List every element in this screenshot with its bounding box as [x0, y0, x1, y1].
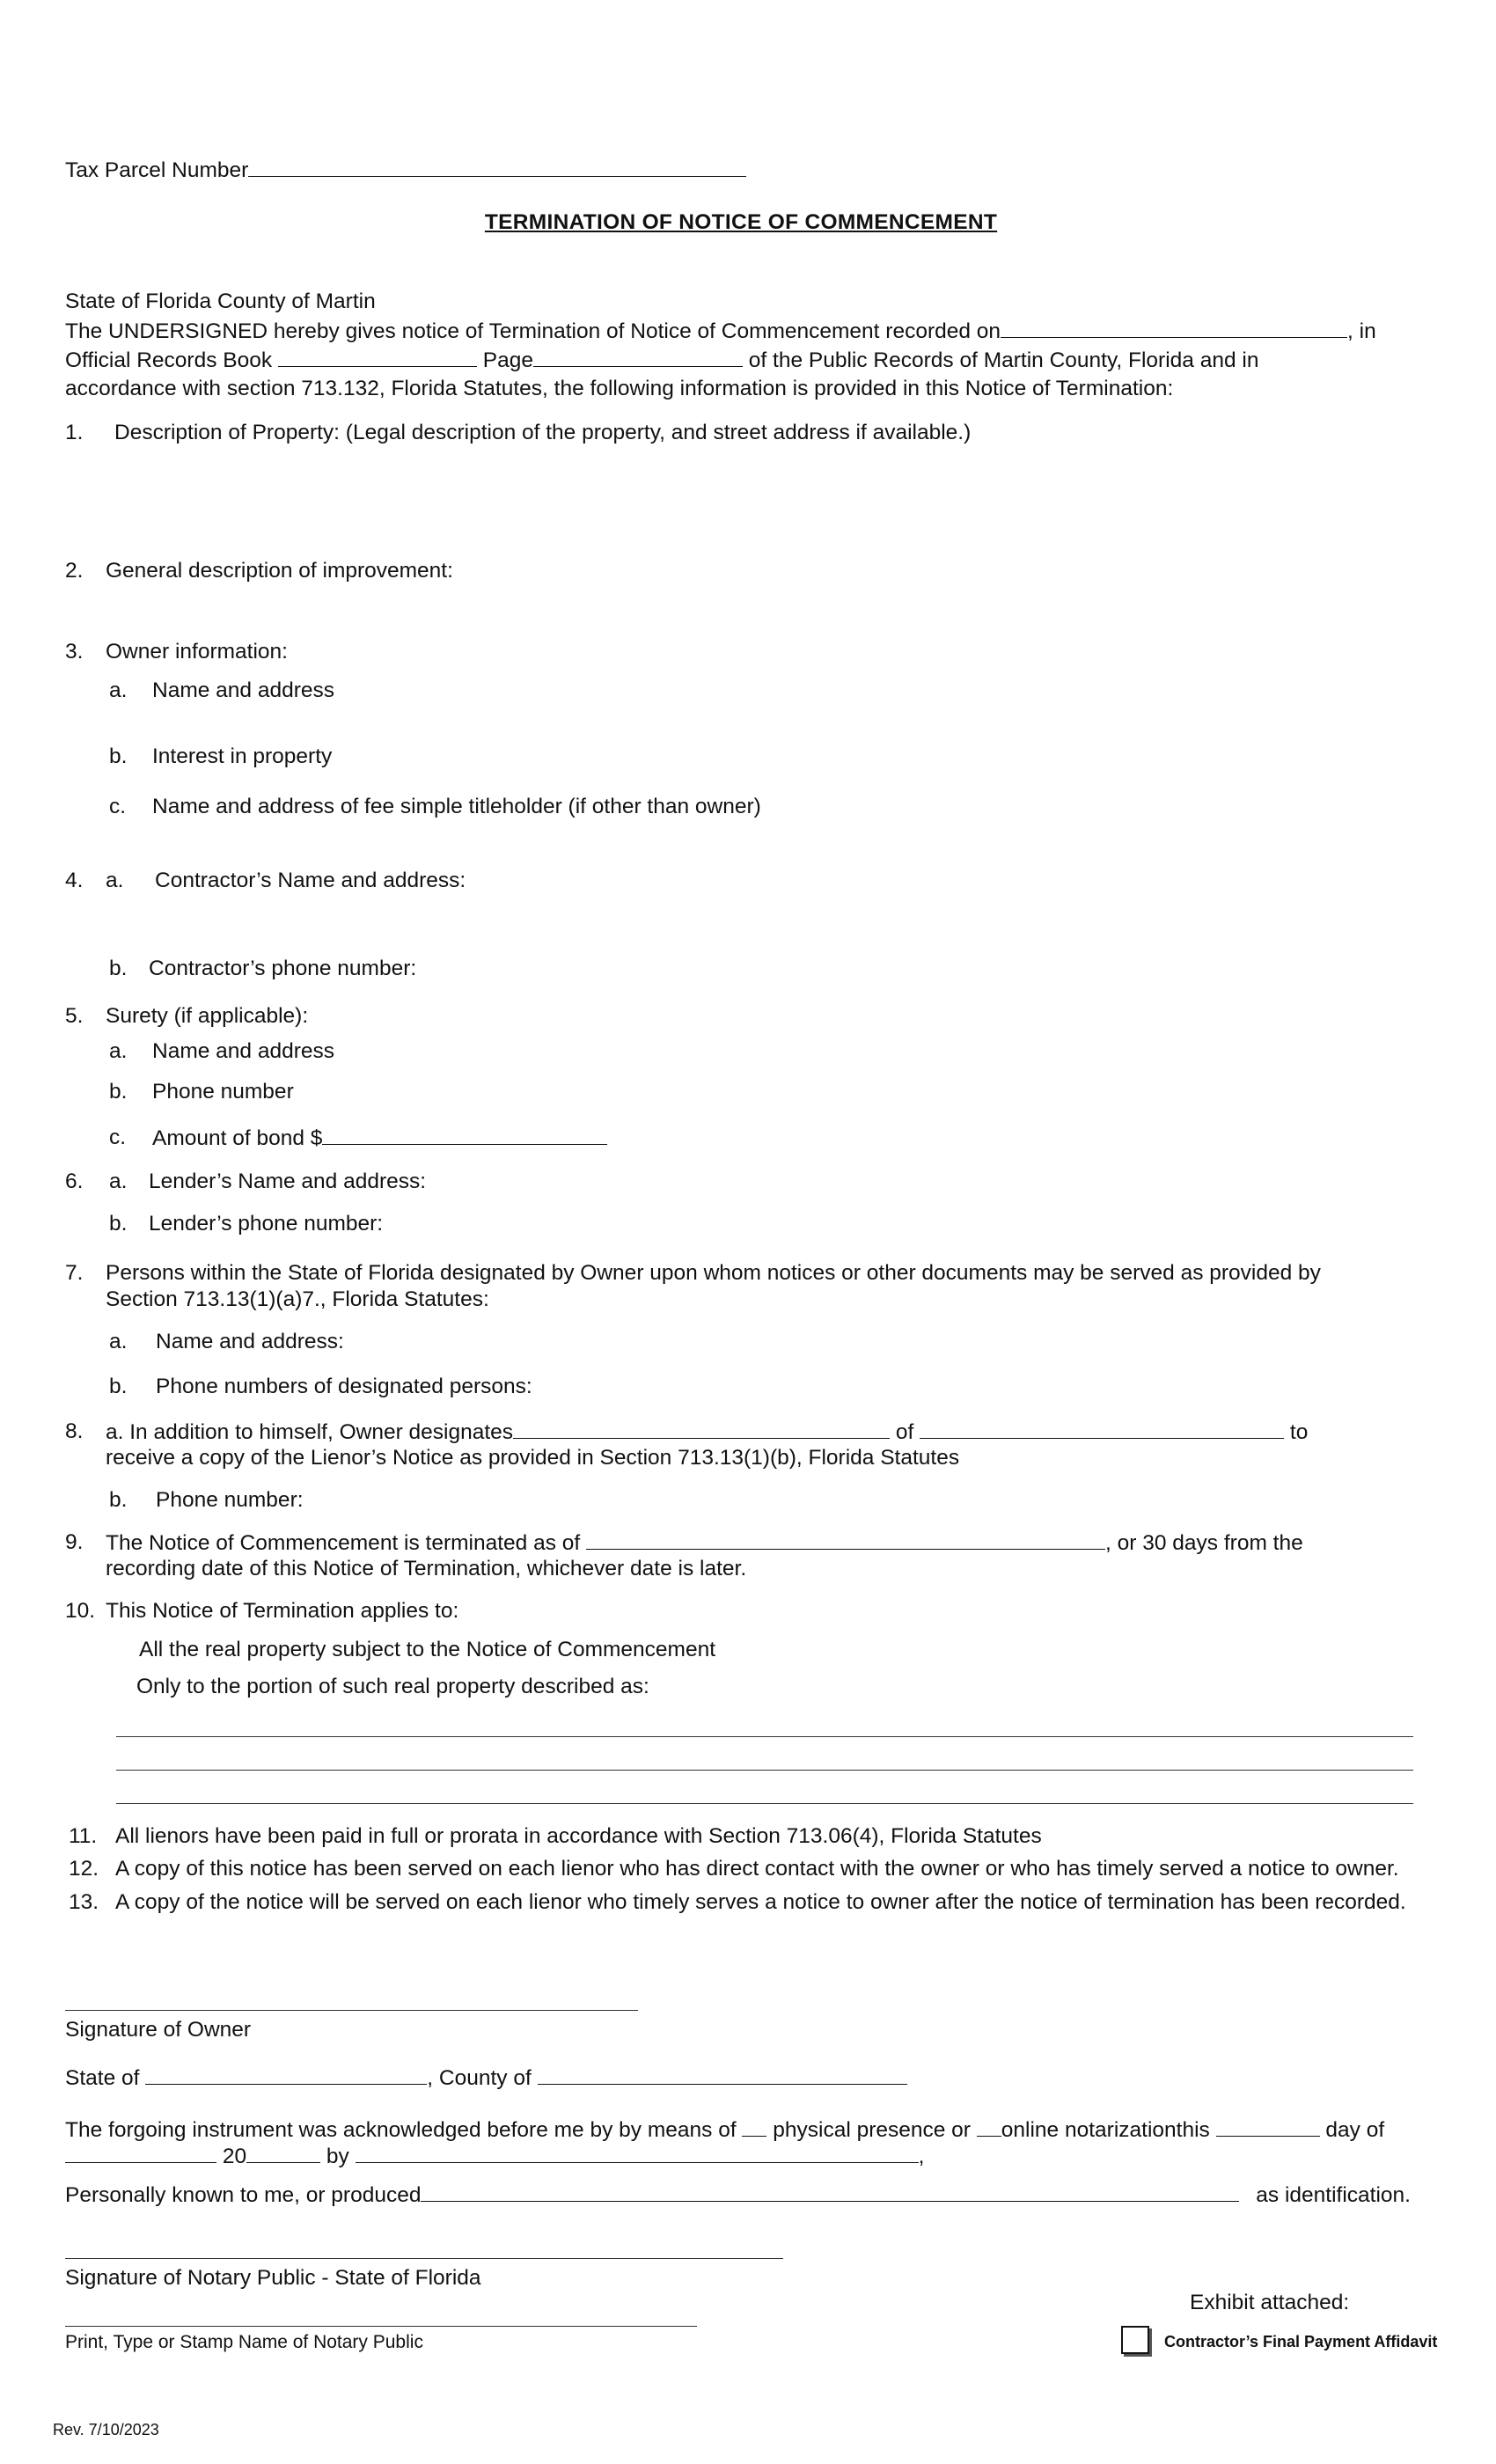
item-3c-text: Name and address of fee simple titleholder (if other than owner): [152, 795, 761, 818]
state-county-line: State of Florida County of Martin: [65, 290, 376, 313]
ack-text-a: The forgoing instrument was acknowledged before me by by means of: [65, 2118, 737, 2142]
intro-line-1: [65, 318, 1376, 344]
affidavit-checkbox[interactable]: [1121, 2326, 1149, 2354]
item-6b-number: b.: [109, 1212, 128, 1236]
item-8-line-2: receive a copy of the Lienor’s Notice as provided in Section 713.13(1)(b), Florida Statutes: [106, 1446, 960, 1470]
item-12-number: 12.: [69, 1857, 99, 1881]
identification-text-b: as identification.: [1256, 2183, 1411, 2207]
portion-description-line-1[interactable]: [116, 1736, 1413, 1737]
item-10-option-portion[interactable]: Only to the portion of such real property described as:: [136, 1675, 649, 1698]
item-5-text: Surety (if applicable):: [106, 1004, 309, 1028]
county-field[interactable]: [538, 2064, 907, 2085]
identification-row: [65, 2182, 1411, 2208]
item-1-text: Description of Property: (Legal description of the property, and street address if available.): [114, 421, 972, 444]
item-7a-text: Name and address:: [156, 1330, 344, 1353]
portion-description-line-3[interactable]: [116, 1803, 1413, 1804]
item-3b-number: b.: [109, 744, 128, 768]
acknowledgment-line-1: [65, 2116, 1384, 2143]
item-4b-number: b.: [109, 957, 128, 980]
affidavit-label: Contractor’s Final Payment Affidavit: [1164, 2333, 1438, 2350]
item-7-number: 7.: [65, 1261, 84, 1285]
item-7-text-1: Persons within the State of Florida designated by Owner upon whom notices or other documents may be served as provided by: [106, 1261, 1321, 1285]
ack-month-field[interactable]: [65, 2143, 216, 2163]
ack-year-field[interactable]: [246, 2143, 320, 2163]
item-1-number: 1.: [65, 421, 84, 444]
item-7b-number: b.: [109, 1375, 128, 1398]
intro-line-2: [65, 347, 1258, 373]
item-10-option-all[interactable]: All the real property subject to the Notice of Commencement: [139, 1638, 716, 1661]
item-7-text-2: Section 713.13(1)(a)7., Florida Statutes:: [106, 1287, 489, 1311]
tax-parcel-label: Tax Parcel Number: [65, 158, 249, 182]
document-title: TERMINATION OF NOTICE OF COMMENCEMENT: [484, 210, 998, 234]
online-notarization-field[interactable]: [977, 2116, 1001, 2137]
acknowledgment-line-2: [65, 2143, 924, 2169]
item-6a-text: Lender’s Name and address:: [149, 1170, 427, 1193]
item-11-number: 11.: [69, 1824, 98, 1848]
state-county-row: [65, 2064, 907, 2091]
intro-line-1-end: , in: [1347, 319, 1376, 343]
tax-parcel-row: [65, 157, 746, 183]
notary-signature-line[interactable]: [65, 2258, 783, 2259]
designee-of-field[interactable]: [920, 1419, 1284, 1439]
item-8-number: 8.: [65, 1419, 84, 1443]
item-4-number: 4.: [65, 869, 84, 892]
ack-day-field[interactable]: [1216, 2116, 1320, 2137]
item-10-text: This Notice of Termination applies to:: [106, 1599, 459, 1623]
notary-print-label: Print, Type or Stamp Name of Notary Public: [65, 2332, 423, 2352]
intro-line-2-text: of the Public Records of Martin County, Florida and in: [748, 348, 1259, 372]
termination-date-field[interactable]: [586, 1529, 1105, 1550]
item-13-number: 13.: [69, 1890, 99, 1914]
page-label: Page: [482, 348, 533, 372]
item-2-text: General description of improvement:: [106, 559, 453, 583]
exhibit-attached-label: Exhibit attached:: [1190, 2291, 1350, 2314]
ack-by-field[interactable]: [356, 2143, 919, 2163]
item-7a-number: a.: [109, 1330, 128, 1353]
item-3b-text: Interest in property: [152, 744, 333, 768]
item-5c-number: c.: [109, 1126, 127, 1149]
item-7b-text: Phone numbers of designated persons:: [156, 1375, 532, 1398]
item-9-number: 9.: [65, 1530, 84, 1554]
item-3a-number: a.: [109, 678, 128, 702]
intro-line-1-text: The UNDERSIGNED hereby gives notice of Termination of Notice of Commencement recorded on: [65, 319, 1001, 343]
item-6-number: 6.: [65, 1170, 84, 1193]
item-11-text: All lienors have been paid in full or prorata in accordance with Section 713.06(4), Florida Statutes: [115, 1824, 1042, 1848]
ack-text-b: physical presence or: [773, 2118, 971, 2142]
item-3-text: Owner information:: [106, 640, 288, 664]
item-5a-number: a.: [109, 1039, 128, 1063]
revision-date: Rev. 7/10/2023: [53, 2421, 159, 2438]
item-5a-text: Name and address: [152, 1039, 335, 1063]
item-8-text-c: to: [1289, 1420, 1309, 1444]
intro-line-3: accordance with section 713.132, Florida Statutes, the following information is provided in this Notice of Termination:: [65, 377, 1174, 400]
item-2-number: 2.: [65, 559, 84, 583]
item-10-number: 10.: [65, 1599, 96, 1623]
item-5-number: 5.: [65, 1004, 84, 1028]
bond-amount-field[interactable]: [322, 1125, 607, 1145]
item-5b-text: Phone number: [152, 1080, 294, 1104]
records-book-label: Official Records Book: [65, 348, 273, 372]
ack-comma: ,: [918, 2145, 925, 2168]
item-8-text-a: a. In addition to himself, Owner designates: [106, 1420, 514, 1444]
item-5c-text: Amount of bond $: [152, 1126, 323, 1150]
records-book-field[interactable]: [278, 347, 477, 367]
ack-text-d: day of: [1325, 2118, 1385, 2142]
owner-signature-line[interactable]: [65, 2010, 638, 2011]
ack-year-prefix: 20: [222, 2145, 247, 2168]
state-field[interactable]: [145, 2064, 427, 2085]
item-4b-text: Contractor’s phone number:: [149, 957, 417, 980]
designee-name-field[interactable]: [513, 1419, 890, 1439]
item-6b-text: Lender’s phone number:: [149, 1212, 384, 1236]
item-8b-text: Phone number:: [156, 1488, 304, 1512]
item-8b-number: b.: [109, 1488, 128, 1512]
item-9-text-b: , or 30 days from the: [1105, 1531, 1303, 1555]
ack-by-label: by: [326, 2145, 349, 2168]
item-3c-number: c.: [109, 795, 127, 818]
item-9-line-2: recording date of this Notice of Termination, whichever date is later.: [106, 1557, 747, 1580]
item-3a-text: Name and address: [152, 678, 335, 702]
item-6a-number: a.: [109, 1170, 128, 1193]
portion-description-line-2[interactable]: [116, 1770, 1413, 1771]
item-5b-number: b.: [109, 1080, 128, 1104]
identification-field[interactable]: [421, 2182, 1239, 2202]
item-13-text: A copy of the notice will be served on each lienor who timely serves a notice to owner after the notice of termination has been recorded.: [115, 1890, 1406, 1914]
tax-parcel-field[interactable]: [248, 157, 746, 177]
item-9-text-a: The Notice of Commencement is terminated as of: [106, 1531, 581, 1555]
item-8-line-1: [106, 1419, 1308, 1445]
recorded-on-field[interactable]: [1001, 318, 1347, 338]
item-3-number: 3.: [65, 640, 84, 664]
page-field[interactable]: [533, 347, 743, 367]
item-4a-number: a.: [106, 869, 124, 892]
owner-signature-label: Signature of Owner: [65, 2018, 252, 2042]
item-4a-text: Contractor’s Name and address:: [155, 869, 466, 892]
item-8-text-b: of: [895, 1420, 914, 1444]
physical-presence-field[interactable]: [742, 2116, 766, 2137]
notary-print-line[interactable]: [65, 2326, 697, 2327]
state-label: State of: [65, 2066, 140, 2090]
item-5c-row: [152, 1125, 607, 1151]
notary-signature-label: Signature of Notary Public - State of Florida: [65, 2266, 481, 2290]
identification-text-a: Personally known to me, or produced: [65, 2183, 422, 2207]
item-12-text: A copy of this notice has been served on each lienor who has direct contact with the owner or who has timely served a notice to owner.: [115, 1857, 1399, 1881]
item-9-line-1: [106, 1529, 1303, 1556]
ack-text-c: online notarizationthis: [1001, 2118, 1210, 2142]
county-label: , County of: [427, 2066, 532, 2090]
